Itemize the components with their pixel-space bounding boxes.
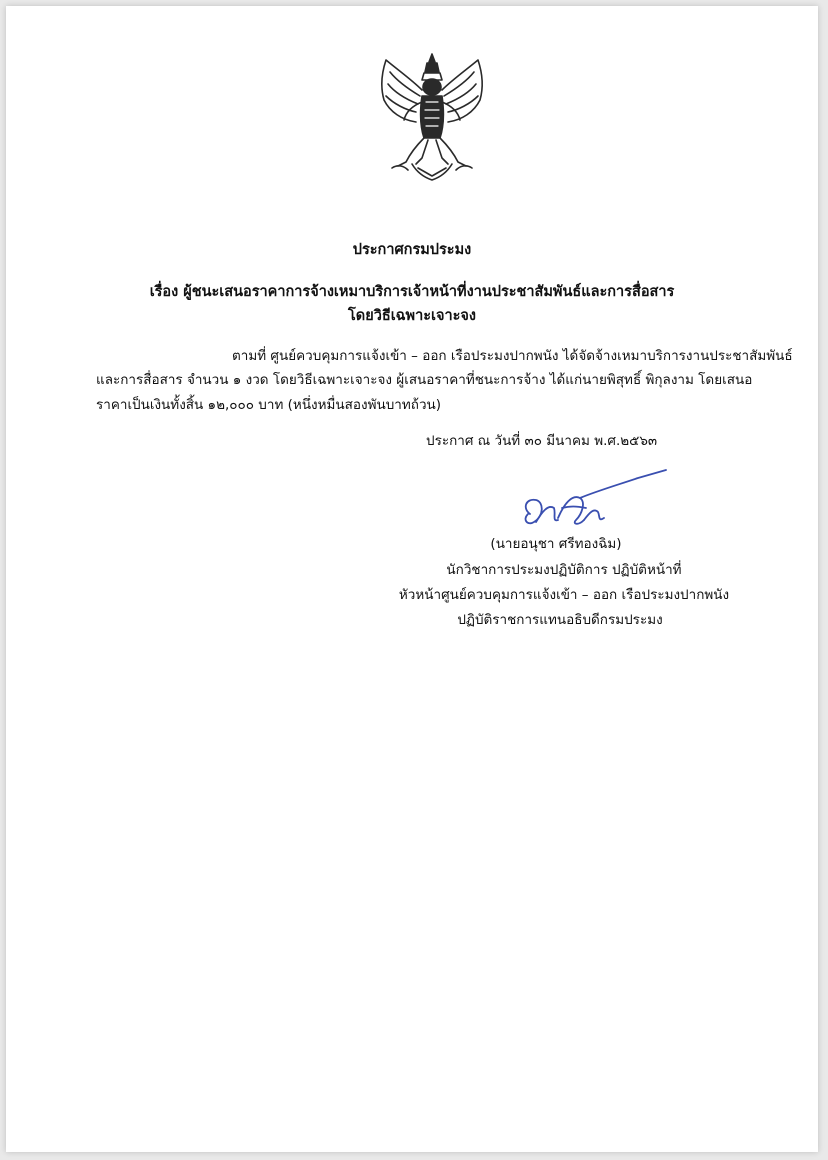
announcement-date: ประกาศ ณ วันที่ ๓๐ มีนาคม พ.ศ.๒๕๖๓ bbox=[426, 433, 658, 449]
page-title: ประกาศกรมประมง bbox=[352, 242, 472, 258]
signatory-position-1: นักวิชาการประมงปฏิบัติการ ปฏิบัติหน้าที่ bbox=[446, 562, 682, 578]
subject-line-2: โดยวิธีเฉพาะเจาะจง bbox=[348, 308, 476, 324]
garuda-emblem-icon bbox=[372, 50, 492, 184]
document-page bbox=[6, 6, 818, 1152]
body-line-2: และการสื่อสาร จำนวน ๑ งวด โดยวิธีเฉพาะเจาะจง ผู้เสนอราคาที่ชนะการจ้าง ได้แก่นายพิสุทธิ์ พิกุลงาม โดยเสนอ bbox=[96, 372, 753, 388]
body-line-3: ราคาเป็นเงินทั้งสิ้น ๑๒,๐๐๐ บาท (หนึ่งหมื่นสองพันบาทถ้วน) bbox=[96, 397, 442, 413]
body-line-1: ตามที่ ศูนย์ควบคุมการแจ้งเข้า – ออก เรือประมงปากพนัง ได้จัดจ้างเหมาบริการงานประชาสัมพันธ์ bbox=[232, 348, 793, 364]
signatory-name: (นายอนุชา ศรีทองฉิม) bbox=[490, 536, 622, 552]
signature-icon bbox=[514, 468, 674, 540]
subject-line-1: เรื่อง ผู้ชนะเสนอราคาการจ้างเหมาบริการเจ้าหน้าที่งานประชาสัมพันธ์และการสื่อสาร bbox=[149, 284, 675, 300]
signatory-position-2: หัวหน้าศูนย์ควบคุมการแจ้งเข้า – ออก เรือประมงปากพนัง bbox=[398, 587, 730, 603]
signatory-position-3: ปฏิบัติราชการแทนอธิบดีกรมประมง bbox=[457, 612, 663, 628]
